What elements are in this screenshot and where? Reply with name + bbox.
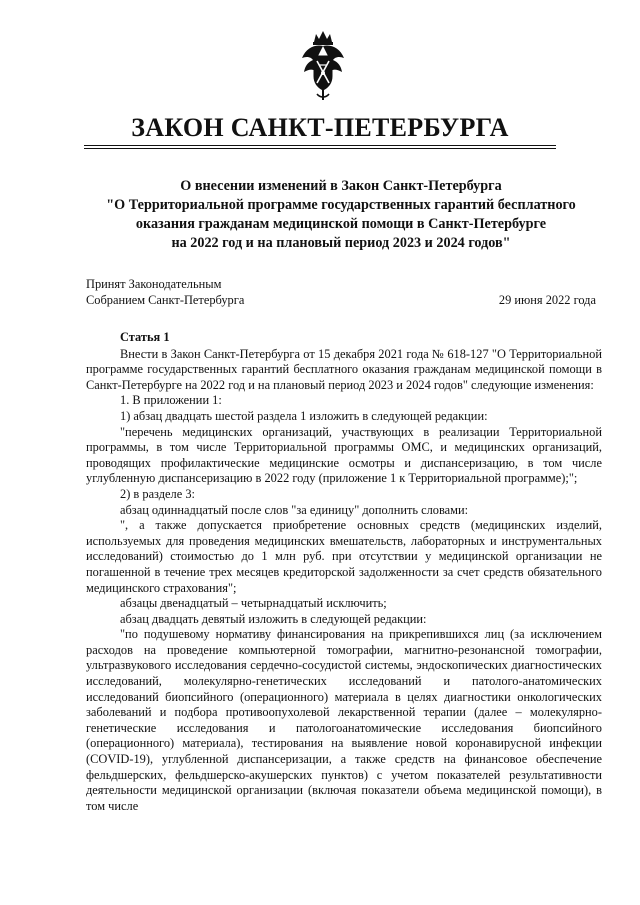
st-petersburg-coat-of-arms-icon	[298, 28, 348, 106]
title-divider	[84, 145, 556, 146]
body-paragraph: абзац одиннадцатый после слов "за единицу" дополнить словами:	[120, 502, 469, 517]
adopted-by-line: Принят Законодательным	[86, 277, 222, 291]
body-paragraph: абзац двадцать девятый изложить в следующей редакции:	[120, 611, 427, 626]
body-paragraph: "перечень медицинских организаций, участвующих в реализации Территориальной программы, в том числе Территориальной программы ОМС, и медицинских организаций, проводящих профилактические медицинские осмотры и диспансеризацию, в том числе углубленную диспансеризацию в 2022 году (приложение 1 к Территориальной программе);";	[86, 424, 602, 486]
body-paragraph: "по подушевому нормативу финансирования на прикрепившихся лиц (за исключением расходов на проведение компьютерной томографии, магнитно-резонансной томографии, ультразвукового исследования сердечно-сосудистой системы, эндоскопических диагностических исследований, молекулярно-генетических исследований и патолого-анатомических исследований биопсийного (операционного) материала в целях диагностики онкологических заболеваний и подбора противоопухолевой лекарственной терапии (далее – молекулярно-генетические исследования и патологоанатомические исследования биопсийного (операционного) материала), тестирования на выявление новой коронавирусной инфекции (COVID-19), углубленной диспансеризации, а также средств на финансовое обеспечение фельдшерских, фельдшерско-акушерских пунктов) с учетом показателей результативности деятельности медицинской организации (включая показатели объема медицинской помощи), в том числе	[86, 627, 602, 813]
body-paragraph: 1) абзац двадцать шестой раздела 1 изложить в следующей редакции:	[120, 408, 488, 423]
body-paragraph: абзацы двенадцатый – четырнадцатый исключить;	[120, 596, 387, 611]
article-heading: Статья 1	[120, 330, 170, 344]
body-paragraph: ", а также допускается приобретение основных средств (медицинских изделий, используемых для проведения медицинских вмешательств, лабораторных и инструментальных исследований) стоимостью до 1 млн руб. при отсутствии у медицинской организации не погашенной в течение трех месяцев кредиторской задолженности за счет средств обязательного медицинского страхования";	[86, 518, 602, 595]
law-body	[86, 330, 602, 814]
body-paragraph: 2) в разделе 3:	[120, 486, 195, 501]
subject-line: О внесении изменений в Закон Санкт-Петербурга	[180, 178, 502, 194]
title-divider-second	[84, 148, 556, 149]
subject-line: на 2022 год и на плановый период 2023 и 2024 годов"	[171, 235, 511, 251]
subject-line: оказания гражданам медицинской помощи в Санкт-Петербурге	[135, 216, 547, 232]
adoption-body	[86, 276, 244, 308]
adoption-date: 29 июня 2022 года	[498, 293, 596, 307]
law-subject-heading	[80, 177, 602, 253]
subject-line: "О Территориальной программе государственных гарантий бесплатного	[106, 197, 576, 213]
body-paragraph: 1. В приложении 1:	[120, 393, 222, 408]
body-paragraph: Внести в Закон Санкт-Петербурга от 15 декабря 2021 года № 618-127 "О Территориальной программе государственных гарантий бесплатного оказания гражданам медицинской помощи в Санкт-Петербурге на 2022 год и на плановый период 2023 и 2024 годов" следующие изменения:	[86, 346, 602, 392]
adopted-by-line: Собранием Санкт-Петербурга	[86, 293, 245, 307]
law-title: ЗАКОН САНКТ-ПЕТЕРБУРГА	[131, 113, 509, 142]
